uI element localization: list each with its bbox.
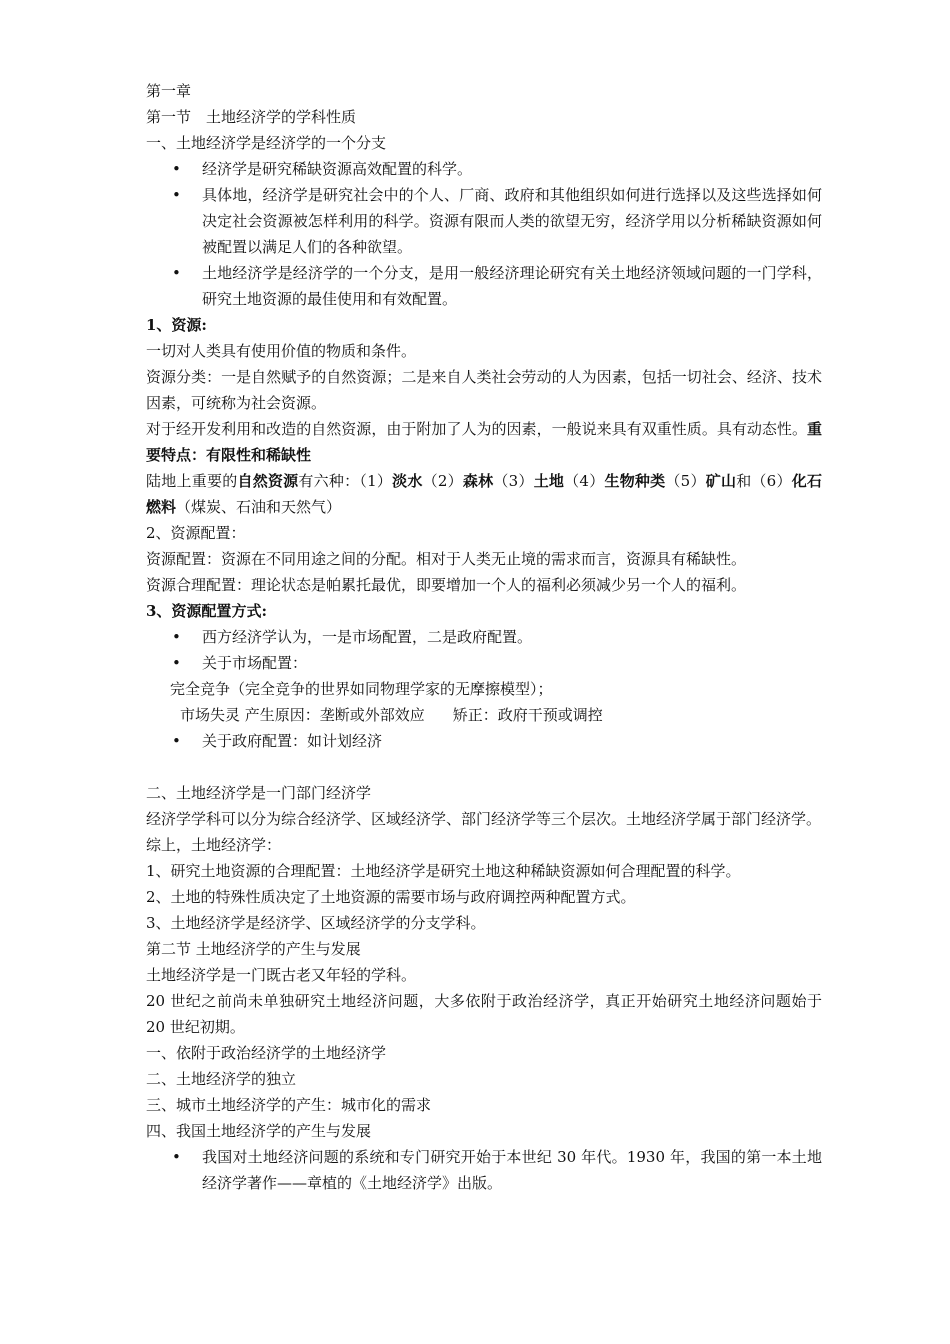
heading-1: 一、土地经济学是经济学的一个分支 <box>146 134 387 152</box>
bullet-list-1 <box>146 156 822 312</box>
bullet-list-4 <box>146 1144 822 1196</box>
allocation-mode-heading: 3、资源配置方式: <box>146 602 267 620</box>
bullet-icon: • <box>172 1148 181 1166</box>
list-item: • 经济学是研究稀缺资源高效配置的科学。 <box>146 156 822 182</box>
section-2-heading-2: 二、土地经济学的独立 <box>146 1070 297 1088</box>
section-2-heading-3: 三、城市土地经济学的产生：城市化的需求 <box>146 1096 432 1114</box>
summary-point-1: 1、研究土地资源的合理配置：土地经济学是研究土地这种稀缺资源如何合理配置的科学。 <box>146 862 741 880</box>
resource-classification: 资源分类：一是自然赋予的自然资源；二是来自人类社会劳动的人为因素，包括一切社会、经济、技术因素，可统称为社会资源。 <box>146 368 822 412</box>
natural-resources-paragraph: 陆地上重要的自然资源有六种：（1）淡水（2）森林（3）土地（4）生物种类（5）矿山和（6）化石燃料（煤炭、石油和天然气） <box>146 472 822 516</box>
market-failure: 市场失灵 产生原因：垄断或外部效应 矫正：政府干预或调控 <box>180 706 603 724</box>
section-2-title: 第二节 土地经济学的产生与发展 <box>146 940 361 958</box>
document-page <box>146 78 822 1196</box>
list-item: • 具体地，经济学是研究社会中的个人、厂商、政府和其他组织如何进行选择以及这些选择如何决定社会资源被怎样利用的科学。资源有限而人类的欲望无穷，经济学用以分析稀缺资源如何被配置以满足人们的各种欲望。 <box>146 182 822 260</box>
list-item: • 西方经济学认为，一是市场配置，二是政府配置。 <box>146 624 822 650</box>
key-features: 重要特点：有限性和稀缺性 <box>146 420 822 464</box>
list-item: • 关于政府配置：如计划经济 <box>146 728 822 754</box>
list-item: • 土地经济学是经济学的一个分支，是用一般经济理论研究有关土地经济领域问题的一门学科，研究土地资源的最佳使用和有效配置。 <box>146 260 822 312</box>
bullet-list-3 <box>146 728 822 754</box>
summary-point-3: 3、土地经济学是经济学、区域经济学的分支学科。 <box>146 914 486 932</box>
bullet-icon: • <box>172 264 181 282</box>
bullet-icon: • <box>172 160 181 178</box>
section-2-heading-1: 一、依附于政治经济学的土地经济学 <box>146 1044 387 1062</box>
summary-point-2: 2、土地的特殊性质决定了土地资源的需要市场与政府调控两种配置方式。 <box>146 888 636 906</box>
list-item: • 我国对土地经济问题的系统和专门研究开始于本世纪 30 年代。1930 年，我国的第一本土地经济学著作——章植的《土地经济学》出版。 <box>146 1144 822 1196</box>
bullet-list-2 <box>146 624 822 676</box>
summary-label: 综上，土地经济学： <box>146 836 282 854</box>
heading-2-paragraph: 经济学学科可以分为综合经济学、区域经济学、部门经济学等三个层次。土地经济学属于部门经济学。 <box>146 810 822 828</box>
bullet-icon: • <box>172 732 181 750</box>
bullet-icon: • <box>172 186 181 204</box>
bullet-icon: • <box>172 628 181 646</box>
chapter-title: 第一章 <box>146 82 192 100</box>
section-1-title: 第一节 土地经济学的学科性质 <box>146 108 357 126</box>
section-2-intro: 土地经济学是一门既古老又年轻的学科。 <box>146 966 417 984</box>
section-2-heading-4: 四、我国土地经济学的产生与发展 <box>146 1122 372 1140</box>
allocation-heading: 2、资源配置： <box>146 524 246 542</box>
perfect-competition: 完全竞争（完全竞争的世界如同物理学家的无摩擦模型）； <box>170 680 553 698</box>
spacer <box>146 754 822 780</box>
resource-definition: 一切对人类具有使用价值的物质和条件。 <box>146 342 417 360</box>
list-item: • 关于市场配置： <box>146 650 822 676</box>
resource-heading: 1、资源: <box>146 316 207 334</box>
heading-2: 二、土地经济学是一门部门经济学 <box>146 784 372 802</box>
bullet-icon: • <box>172 654 181 672</box>
section-2-paragraph: 20 世纪之前尚未单独研究土地经济问题，大多依附于政治经济学，真正开始研究土地经济问题始于 20 世纪初期。 <box>146 992 822 1036</box>
resource-dual-nature: 对于经开发利用和改造的自然资源，由于附加了人为的因素，一般说来具有双重性质。具有动态性。重要特点：有限性和稀缺性 <box>146 420 822 464</box>
allocation-rational: 资源合理配置：理论状态是帕累托最优，即要增加一个人的福利必须减少另一个人的福利。 <box>146 576 747 594</box>
allocation-definition: 资源配置：资源在不同用途之间的分配。相对于人类无止境的需求而言，资源具有稀缺性。 <box>146 550 747 568</box>
